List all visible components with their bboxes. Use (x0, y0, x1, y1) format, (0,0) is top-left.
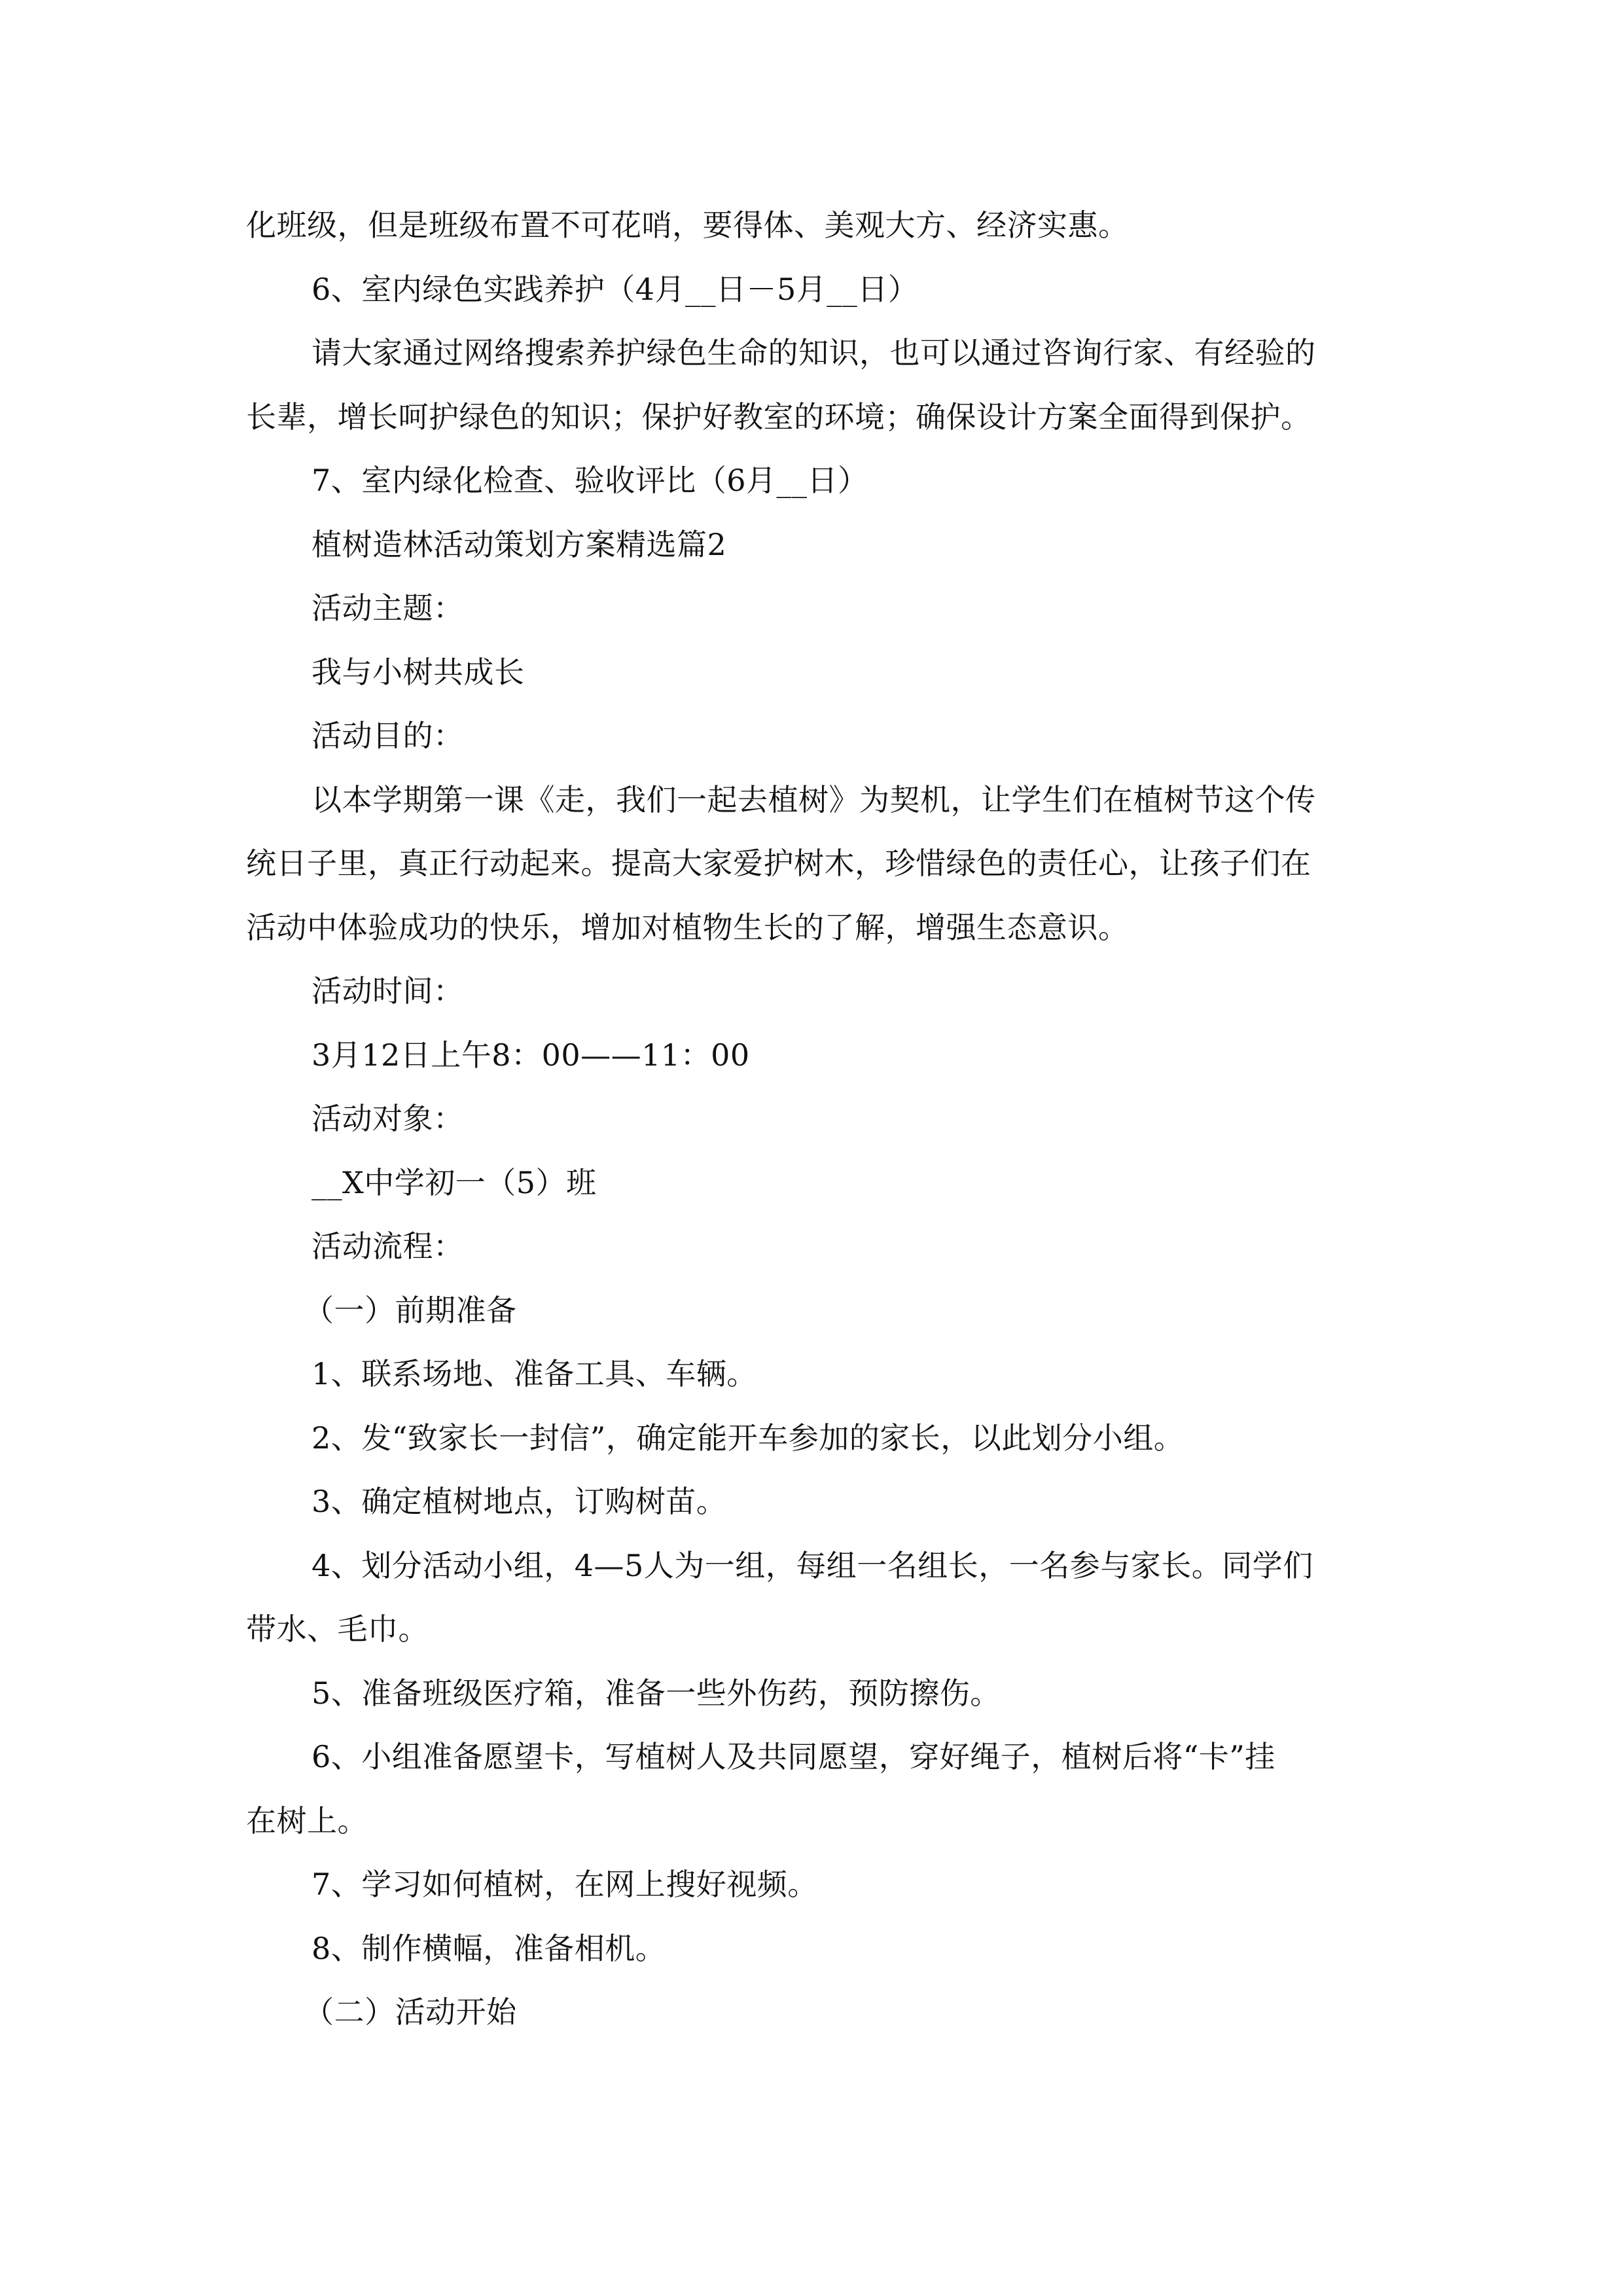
list-item: 7、室内绿化检查、验收评比（6月__日） (312, 463, 868, 498)
subsection-title: （一）前期准备 (304, 1292, 517, 1328)
list-item: 7、学习如何植树，在网上搜好视频。 (312, 1867, 818, 1902)
field-label: 活动时间： (312, 973, 464, 1009)
field-value: __X中学初一（5）班 (312, 1164, 597, 1200)
document-body (246, 194, 1398, 2045)
body-line: 统日子里，真正行动起来。提高大家爱护树木，珍惜绿色的责任心，让孩子们在 (246, 846, 1311, 881)
body-line: 请大家通过网络搜索养护绿色生命的知识，也可以通过咨询行家、有经验的 (312, 335, 1316, 370)
field-label: 活动主题： (312, 590, 464, 626)
list-item: 3、确定植树地点，订购树苗。 (312, 1484, 727, 1519)
field-value: 我与小树共成长 (312, 654, 525, 690)
body-line: 长辈，增长呵护绿色的知识；保护好教室的环境；确保设计方案全面得到保护。 (246, 399, 1311, 435)
field-label: 活动目的： (312, 718, 464, 753)
list-item: 1、联系场地、准备工具、车辆。 (312, 1356, 757, 1391)
body-line: 化班级，但是班级布置不可花哨，要得体、美观大方、经济实惠。 (246, 207, 1129, 243)
field-label: 活动流程： (312, 1229, 464, 1264)
list-item: 5、准备班级医疗箱，准备一些外伤药，预防擦伤。 (312, 1675, 1001, 1711)
subsection-title: （二）活动开始 (304, 1994, 517, 2030)
field-value: 3月12日上午8：00——11：00 (312, 1037, 750, 1073)
list-item: 4、划分活动小组，4—5人为一组，每组一名组长，一名参与家长。同学们 (312, 1547, 1313, 1583)
list-item: 6、室内绿色实践养护（4月__日－5月__日） (312, 271, 919, 307)
body-line: 以本学期第一课《走，我们一起去植树》为契机，让学生们在植树节这个传 (312, 781, 1316, 817)
list-item: 6、小组准备愿望卡，写植树人及共同愿望，穿好绳子，植树后将“卡”挂 (312, 1739, 1275, 1774)
list-item-continuation: 在树上。 (246, 1803, 368, 1839)
list-item-continuation: 带水、毛巾。 (246, 1611, 429, 1647)
list-item: 2、发“致家长一封信”，确定能开车参加的家长，以此划分小组。 (312, 1420, 1185, 1456)
list-item: 8、制作横幅，准备相机。 (312, 1930, 666, 1966)
section-title: 植树造林活动策划方案精选篇2 (312, 526, 727, 562)
field-label: 活动对象： (312, 1101, 464, 1136)
body-line: 活动中体验成功的快乐，增加对植物生长的了解，增强生态意识。 (246, 909, 1129, 945)
